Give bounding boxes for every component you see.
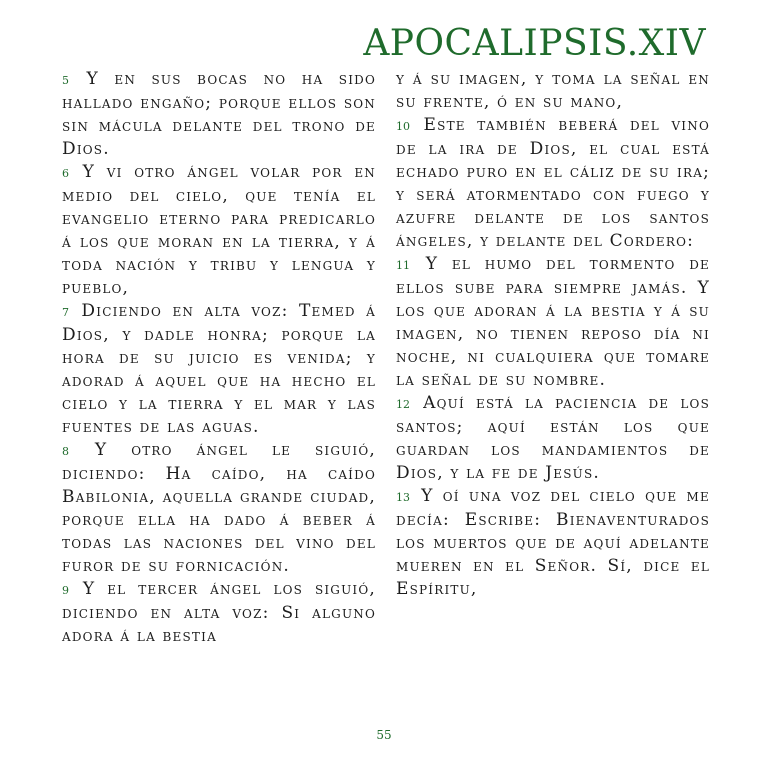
verse-number: 8 [62, 445, 69, 458]
verse-text: Y el humo del tormento de ellos sube para siempre jamás. Y los que adoran á la bestia y á su imagen, no tienen reposo día ni noche, ni cualquiera que tomare la señal de su nombre. [396, 254, 711, 390]
verse-text: Diciendo en alta voz: Temed á Dios, y dadle honra; porque la hora de su juicio es venida; y adorad á aquel que ha hecho el cielo y la tierra y el mar y las fuentes de las aguas. [62, 301, 376, 437]
verse-text: Y en sus bocas no ha sido hallado engaño; porque ellos son sin mácula delante del trono de Dios. [62, 69, 377, 159]
verse [62, 300, 376, 439]
verse [396, 392, 710, 485]
verse-text: y á su imagen, y toma la señal en su frente, ó en su mano, [396, 69, 710, 112]
left-column [62, 68, 376, 648]
verse-number: 11 [396, 259, 410, 272]
verse-number: 6 [62, 167, 69, 180]
verse-text: Y vi otro ángel volar por en medio del cielo, que tenía el evangelio eterno para predicarlo á los que moran en la tierra, y á toda nación y tribu y lengua y pueblo, [62, 162, 376, 298]
verse [396, 485, 710, 601]
verse [396, 114, 710, 253]
verse [62, 439, 376, 578]
verse-number: 12 [396, 398, 410, 411]
verse-number: 7 [62, 306, 69, 319]
verse-text: Y oí una voz del cielo que me decía: Escribe: Bienaventurados los muertos que de aquí adelante mueren en el Señor. Sí, dice el Espíritu, [396, 486, 711, 599]
verse [396, 253, 710, 392]
verse-number: 13 [396, 491, 410, 504]
verse [62, 578, 376, 648]
verse-number: 9 [62, 584, 69, 597]
verse-number: 5 [62, 74, 69, 87]
page-number: 55 [376, 728, 392, 742]
verse [62, 68, 376, 161]
verse-number: 10 [396, 120, 410, 133]
verse-text: Aquí está la paciencia de los santos; aquí están los que guardan los mandamientos de Dios, y la fe de Jesús. [396, 393, 711, 483]
page-title: APOCALIPSIS.XIV [363, 23, 706, 64]
verse-text: Y otro ángel le siguió, diciendo: Ha caído, ha caído Babilonia, aquella grande ciudad, porque ella ha dado á beber á todas las naciones del vino del furor de su fornicación. [62, 440, 376, 576]
right-column [396, 68, 710, 601]
verse-continuation [396, 68, 710, 114]
verse [62, 161, 376, 300]
verse-text: Y el tercer ángel los siguió, diciendo en alta voz: Si alguno adora á la bestia [62, 579, 376, 646]
verse-text: Este también beberá del vino de la ira de Dios, el cual está echado puro en el cáliz de su ira; y será atormentado con fuego y azufre delante de los santos ángeles, y delante del Cordero: [396, 115, 710, 251]
